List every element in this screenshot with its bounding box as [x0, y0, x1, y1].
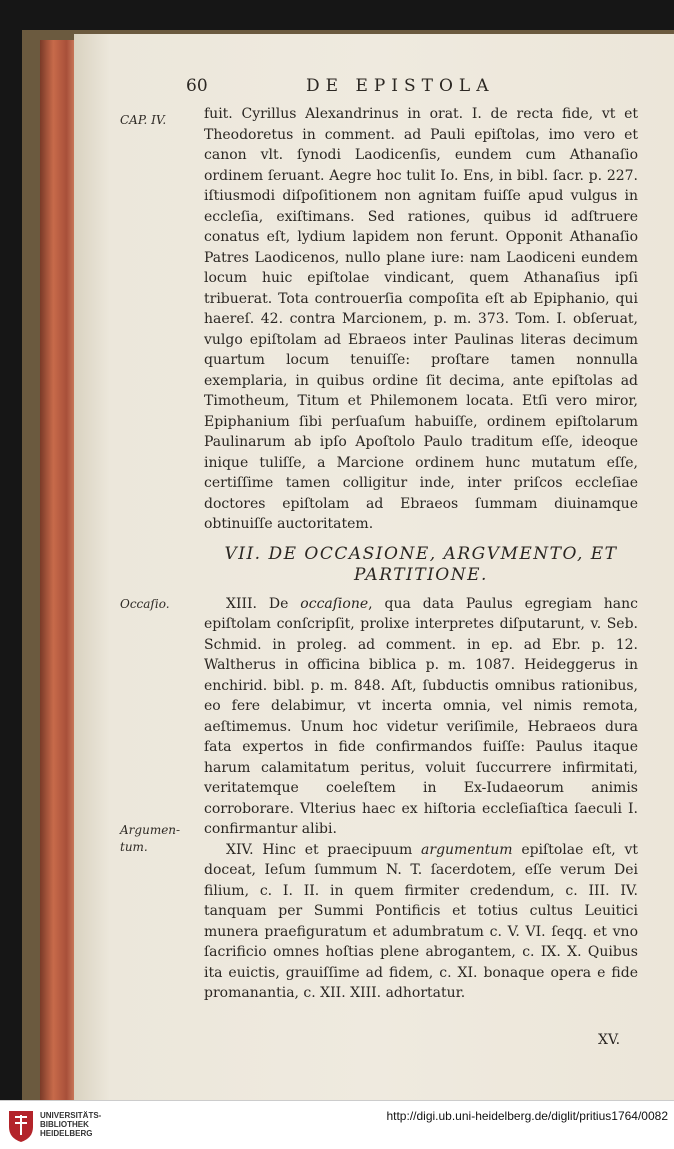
- red-page-edge: [40, 40, 78, 1100]
- margin-note-chapter: CAP. IV.: [120, 113, 167, 127]
- viewer-footer: [0, 1100, 674, 1149]
- margin-note-occasio: Occaſio.: [120, 597, 170, 611]
- section-heading-line-1: VII. DE OCCASIONE, ARGVMENTO, ET: [224, 543, 618, 564]
- paragraph-xiv: XIV. Hinc et praecipuum argumentum epiſtolae eſt, vt doceat, Ieſum ſummum N. T. ſacerdotem, eſſe verum Dei filium, c. I. II. in quem firmiter credendum, c. III. IV. tanquam per Summi Pontificis et totius cultus Leuitici munera praefiguratum et adumbratum c. V. VI. ſeqq. et vno ſacrificio omnes hoſtias plene abrogantem, c. IX. X. Quibus ita euictis, grauiſſime ad fidem, c. XI. bonaque opera e fide promanantia, c. XII. XIII. adhortatur.: [204, 841, 638, 1001]
- paragraph-number: XIII.: [226, 595, 258, 612]
- page-number: 60: [186, 76, 208, 96]
- section-heading-line-2: PARTITIONE.: [354, 564, 488, 585]
- catchword: XV.: [598, 1032, 621, 1048]
- section-heading: [204, 544, 638, 586]
- paragraph-number: XIV.: [226, 841, 254, 858]
- paragraph-xiii: XIII. De occaſione, qua data Paulus egregiam hanc epiſtolam conſcripſit, prolixe interpretes diſputarunt, v. Seb. Schmid. in proleg. ad comment. in ep. ad Ebr. p. 12. Waltherus in officina biblica p. m. 1087. Heideggerus in enchirid. bibl. p. m. 848. Aſt, ſubductis omnibus rationibus, eo fere delabimur, vt incerta omnia, vel nimis remota, aeſtimemus. Unum hoc videtur veriſimile, Hebraeos dura fata expertos in fide confirmandos fuiſſe: Paulus itaque harum calamitatum peritus, voluit ſuccurrere infirmitati, veritatemque coeleſtem in Ex-Iudaeorum animis corroborare. Vlterius haec ex hiſtoria eccleſiaſtica ſaeculi I. confirmantur alibi.: [204, 595, 638, 837]
- italic-term: occaſione: [300, 595, 369, 612]
- running-title: DE EPISTOLA: [306, 76, 495, 96]
- source-url-link[interactable]: http://digi.ub.uni-heidelberg.de/diglit/pritius1764/0082: [386, 1109, 668, 1123]
- margin-note-argumentum-2: tum.: [120, 840, 148, 854]
- page-body-text: [204, 104, 638, 1004]
- paragraph-continuation: fuit. Cyrillus Alexandrinus in orat. I. de recta fide, vt et Theodoretus in comment. ad Pauli epiſtolas, imo vero et canon vlt. ſynodi Laodicenſis, eundem cum Athanaſio ordinem ſeruant. Aegre hoc tulit Io. Ens, in bibl. ſacr. p. 227. iſtiusmodi diſpoſitionem non agnitam fuiſſe apud vulgus in eccleſia, exiſtimans. Sed rationes, quibus id adſtruere conatus eſt, lydium lapidem non ferunt. Opponit Athanaſio Patres Laodicenos, nullo plane iure: nam Laodiceni eundem locum huic epiſtolae vindicant, quem Athanaſius ipſi tribuerat. Tota controuerſia compoſita eſt ab Epiphanio, qui haereſ. 42. contra Marcionem, p. m. 373. Tom. I. obſeruat, vulgo epiſtolam ad Ebraeos inter Paulinas literas decimum quartum locum tenuiſſe: proſtare tamen nonnulla exemplaria, in quibus ordine ſit decima, ante epiſtolas ad Timotheum, Titum et Philemonem locata. Etſi vero miror, Epiphanium ſibi perſuaſum habuiſſe, ordinem epiſtolarum Paulinarum ab ipſo Apoſtolo Paulo traditum eſſe, ideoque inique tuliſſe, a Marcione ordinem hunc mutatum eſſe, certiſſime tamen colligitur inde, inter priſcos eccleſiae doctores epiſtolam ad Ebraeos ſummam diuinamque obtinuiſſe auctoritatem.: [204, 106, 638, 532]
- margin-note-argumentum-1: Argumen-: [120, 823, 181, 837]
- university-seal-icon: [6, 1107, 36, 1143]
- institution-name: UNIVERSITÄTS- BIBLIOTHEK HEIDELBERG: [40, 1111, 102, 1138]
- italic-term: argumentum: [421, 841, 513, 858]
